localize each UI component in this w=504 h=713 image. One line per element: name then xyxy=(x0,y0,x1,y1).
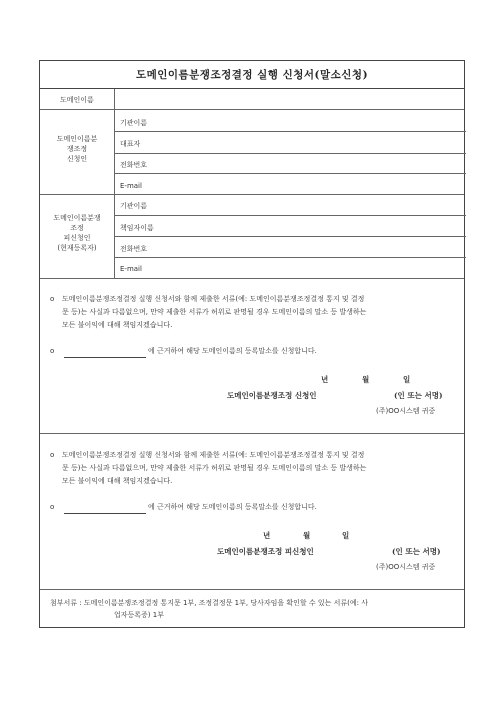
applicant-org-name-field[interactable]: 기관이름 xyxy=(120,119,148,127)
divider xyxy=(114,173,466,174)
applicant-phone-field[interactable]: 전화번호 xyxy=(120,161,148,169)
respondent-declaration: o 도메인이름분쟁조정결정 실행 신청서와 함께 제출한 서류(예: 도메인이름분쟁조정결정 통지 및 결정 문 등)는 사실과 다름없으며, 만약 제출한 서류가 허위로 판명될 경우 도메인이름의 말소 등 발생하는 모든 불이익에 대해 책임지겠습니다. xyxy=(50,451,367,485)
applicant-request-line: o 에 근거하여 해당 도메인이름의 등록말소를 신청합니다. xyxy=(50,345,460,358)
respondent-phone-field[interactable]: 전화번호 xyxy=(120,245,148,253)
domain-name-label: 도메인이름 xyxy=(60,96,94,104)
recipient-line: (주)OO시스템 귀중 xyxy=(376,563,436,571)
divider xyxy=(114,89,115,109)
date-day: 일 xyxy=(403,375,411,384)
date-day: 일 xyxy=(342,531,350,540)
basis-input[interactable] xyxy=(64,349,146,358)
divider xyxy=(114,109,115,194)
respondent-manager-field[interactable]: 책임자이름 xyxy=(120,224,154,232)
divider xyxy=(114,153,466,154)
attachments-note: 첨부서류 : 도메인이름분쟁조정결정 통지문 1부, 조정결정문 1부, 당사자임을 확인할 수 있는 서류(예: 사 업자등록증) 1부 xyxy=(50,599,368,619)
divider xyxy=(40,278,464,279)
date-month: 월 xyxy=(362,375,370,384)
basis-input[interactable] xyxy=(64,505,146,514)
applicant-group-label: 도메인이름분 쟁조정 신청인 xyxy=(56,135,98,163)
applicant-representative-field[interactable]: 대표자 xyxy=(120,140,141,148)
applicant-signer: 도메인이름분쟁조정 신청인 xyxy=(227,391,317,400)
respondent-group-label: 도메인이름분쟁 조정 피신청인 (현재등록자) xyxy=(53,214,101,252)
respondent-request-line: o 에 근거하여 해당 도메인이름의 등록말소를 신청합니다. xyxy=(50,501,460,514)
applicant-email-field[interactable]: E-mail xyxy=(120,182,142,190)
signature-field[interactable]: (인 또는 서명) xyxy=(394,391,443,400)
applicant-declaration: o 도메인이름분쟁조정결정 실행 신청서와 함께 제출한 서류(예: 도메인이름분쟁조정결정 통지 및 결정 문 등)는 사실과 다름없으며, 만약 제출한 서류가 허위로 판명될 경우 도메인이름의 말소 등 발생하는 모든 불이익에 대해 책임지겠습니다. xyxy=(50,295,367,329)
form-title: 도메인이름분쟁조정결정 실행 신청서(말소신청) xyxy=(40,61,464,89)
divider xyxy=(114,257,466,258)
divider xyxy=(114,236,466,237)
respondent-signer: 도메인이름분쟁조정 피신청인 xyxy=(217,547,314,556)
divider xyxy=(40,109,464,110)
signature-field[interactable]: (인 또는 서명) xyxy=(392,547,441,556)
divider xyxy=(40,194,464,195)
divider xyxy=(40,433,464,434)
divider xyxy=(114,215,466,216)
date-year: 년 xyxy=(263,531,271,540)
divider xyxy=(40,589,464,590)
respondent-email-field[interactable]: E-mail xyxy=(120,265,142,273)
date-month: 월 xyxy=(303,531,311,540)
recipient-line: (주)OO시스템 귀중 xyxy=(376,407,436,415)
application-form xyxy=(39,60,465,628)
respondent-org-name-field[interactable]: 기관이름 xyxy=(120,202,148,210)
divider xyxy=(114,131,466,132)
date-year: 년 xyxy=(321,375,329,384)
